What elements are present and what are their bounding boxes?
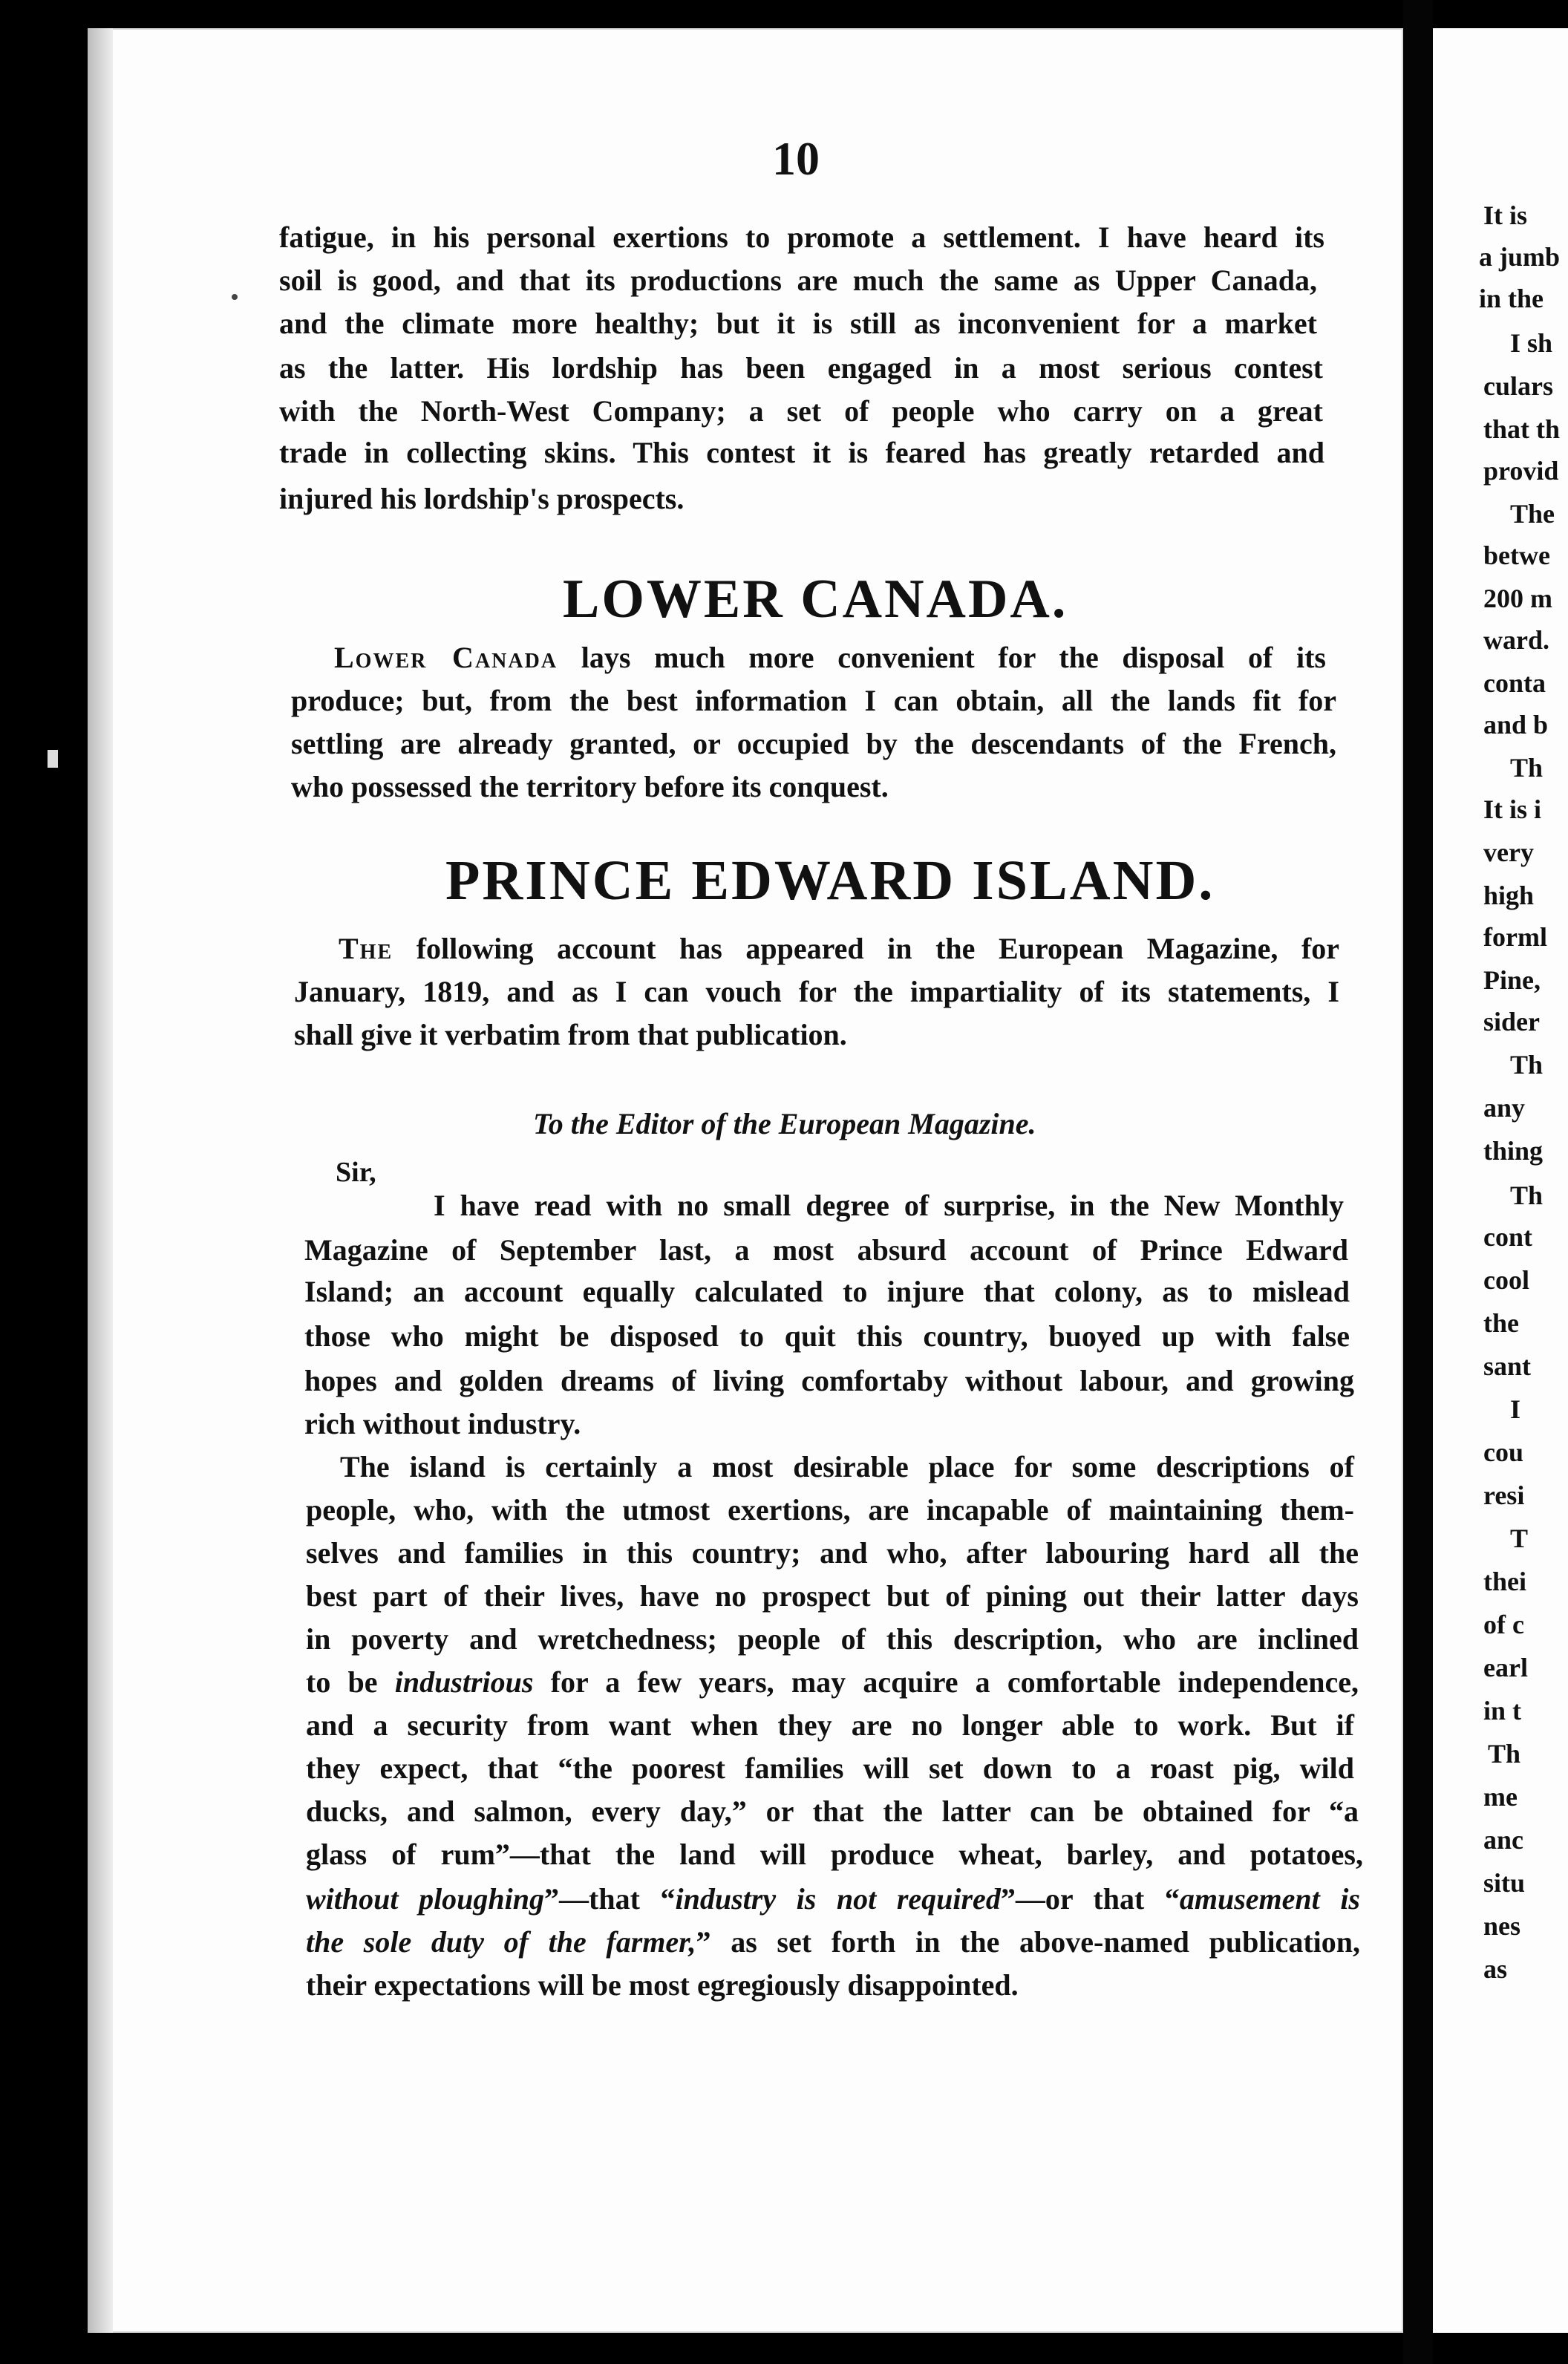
text-line: selves and families in this country; and who, after labouring hard all the: [306, 1536, 1359, 1570]
ink-speck: [232, 294, 238, 300]
fragment-line: provid: [1483, 456, 1559, 486]
fragment-line: of c: [1483, 1610, 1524, 1639]
text-line: they expect, that “the poorest families will set down to a roast pig, wild: [306, 1751, 1354, 1785]
fragment-line: cont: [1483, 1222, 1532, 1252]
text-line: The island is certainly a most desirable place for some descriptions of: [340, 1450, 1354, 1483]
text-line: Magazine of September last, a most absurd account of Prince Edward: [304, 1233, 1348, 1267]
fragment-line: nes: [1483, 1911, 1521, 1941]
text-line: settling are already granted, or occupied by the descendants of the French,: [291, 727, 1336, 760]
fragment-line: Th: [1488, 1739, 1521, 1769]
text-line: in poverty and wretchedness; people of this description, who are inclined: [306, 1622, 1359, 1656]
fragment-line: the: [1483, 1308, 1519, 1338]
text-line: injured his lordship's prospects.: [279, 482, 685, 515]
text-line: soil is good, and that its productions are much the same as Upper Canada,: [279, 264, 1317, 297]
emphasis: without ploughing: [306, 1882, 545, 1916]
fragment-line: Th: [1510, 1050, 1544, 1080]
text-line: I have read with no small degree of surprise, in the New Monthly: [434, 1189, 1344, 1222]
text-line: people, who, with the utmost exertions, are incapable of maintaining them-: [306, 1493, 1354, 1527]
emphasis: industrious: [394, 1665, 534, 1699]
fragment-line: It is: [1483, 200, 1528, 230]
text-line: glass of rum”—that the land will produce wheat, barley, and potatoes,: [306, 1838, 1363, 1871]
fragment-line: cou: [1483, 1437, 1523, 1467]
text-span: for a few years, may acquire a comfortable independence,: [533, 1665, 1359, 1699]
fragment-line: Th: [1510, 1181, 1544, 1210]
text-span: ” as set forth in the above-named publication,: [696, 1925, 1360, 1959]
text-span: to be: [306, 1665, 395, 1699]
text-line: with the North-West Company; a set of people who carry on a great: [279, 394, 1323, 428]
lead-small-caps: The: [339, 932, 393, 965]
text-span: ”—that “: [544, 1882, 676, 1916]
fragment-line: that th: [1483, 414, 1561, 444]
fragment-line: sant: [1483, 1351, 1532, 1381]
lead-small-caps: Lower Canada: [334, 641, 558, 674]
emphasis: the sole duty of the farmer,: [306, 1925, 696, 1959]
fragment-line: culars: [1483, 371, 1553, 401]
fragment-line: sider: [1483, 1007, 1540, 1036]
fragment-line: 200 m: [1483, 584, 1552, 613]
text-line: and the climate more healthy; but it is still as inconvenient for a market: [279, 307, 1317, 340]
text-line: Island; an account equally calculated to injure that colony, as to mislead: [304, 1275, 1350, 1308]
fragment-line: any: [1483, 1093, 1526, 1123]
fragment-line: thing: [1483, 1136, 1544, 1166]
text-line: trade in collecting skins. This contest it is feared has greatly retarded and: [279, 436, 1324, 469]
facing-page: [1433, 28, 1568, 2333]
text-line: rich without industry.: [304, 1407, 581, 1440]
text-line: fatigue, in his personal exertions to promote a settlement. I have heard its: [279, 221, 1324, 254]
fragment-line: ward.: [1483, 625, 1549, 655]
letter-salutation: Sir,: [336, 1157, 376, 1188]
section-heading-lower-canada: LOWER CANADA.: [563, 569, 1068, 630]
fragment-line: resi: [1483, 1480, 1525, 1510]
text-line: and a security from want when they are no longer able to work. But if: [306, 1708, 1354, 1742]
fragment-line: in t: [1483, 1696, 1522, 1725]
fragment-line: thei: [1483, 1567, 1526, 1596]
text-line: who possessed the territory before its conquest.: [291, 770, 889, 803]
fragment-line: in the: [1479, 284, 1544, 313]
fragment-line: It is i: [1483, 794, 1542, 824]
fragment-line: me: [1483, 1782, 1518, 1812]
book-gutter: [1403, 0, 1433, 2364]
fragment-line: I sh: [1510, 328, 1553, 358]
fragment-line: earl: [1483, 1653, 1528, 1682]
fragment-line: conta: [1483, 668, 1546, 698]
text-line: January, 1819, and as I can vouch for the impartiality of its statements, I: [294, 975, 1339, 1008]
fragment-line: I: [1510, 1394, 1521, 1424]
text-span: ”—or that “: [1000, 1882, 1180, 1916]
text-line: ducks, and salmon, every day,” or that the latter can be obtained for “a: [306, 1795, 1359, 1828]
fragment-line: T: [1510, 1524, 1529, 1553]
fragment-line: Pine,: [1483, 965, 1541, 995]
text-line: shall give it verbatim from that publication.: [294, 1018, 847, 1051]
text-span: lays much more convenient for the disposal of its: [581, 641, 1326, 674]
text-line: produce; but, from the best information I can obtain, all the lands fit for: [291, 684, 1336, 717]
text-line: best part of their lives, have no prospect but of pining out their latter days: [306, 1579, 1359, 1613]
fragment-line: situ: [1483, 1868, 1526, 1898]
page-number: 10: [772, 132, 820, 185]
text-line: those who might be disposed to quit this country, buoyed up with false: [304, 1319, 1350, 1353]
text-span: following account has appeared in the European Magazine, for: [416, 932, 1340, 965]
fragment-line: forml: [1483, 922, 1547, 952]
text-line: [306, 1884, 1360, 1914]
fragment-line: a jumb: [1479, 242, 1561, 272]
fragment-line: anc: [1483, 1825, 1523, 1855]
fragment-line: high: [1483, 881, 1535, 910]
text-line: [306, 1927, 1360, 1957]
fragment-line: and b: [1483, 710, 1549, 739]
fragment-line: The: [1510, 499, 1555, 529]
text-line: [334, 643, 1326, 673]
page-edge-shadow: [88, 28, 113, 2333]
text-line: as the latter. His lordship has been engaged in a most serious contest: [279, 351, 1323, 385]
text-line: their expectations will be most egregiously disappointed.: [306, 1968, 1019, 2002]
emphasis: industry is not required: [675, 1882, 1001, 1916]
page-edge-mark: [48, 750, 58, 768]
letter-dedication: To the Editor of the European Magazine.: [533, 1107, 1036, 1140]
fragment-line: cool: [1483, 1265, 1529, 1295]
text-line: [339, 934, 1339, 964]
fragment-line: as: [1483, 1954, 1508, 1984]
fragment-line: Th: [1510, 753, 1544, 783]
text-line: [306, 1665, 1359, 1699]
fragment-line: very: [1483, 837, 1534, 867]
text-line: hopes and golden dreams of living comfortaby without labour, and growing: [304, 1364, 1354, 1397]
section-heading-prince-edward-island: PRINCE EDWARD ISLAND.: [445, 849, 1215, 912]
fragment-line: betwe: [1483, 541, 1550, 570]
emphasis: amusement is: [1179, 1882, 1361, 1916]
